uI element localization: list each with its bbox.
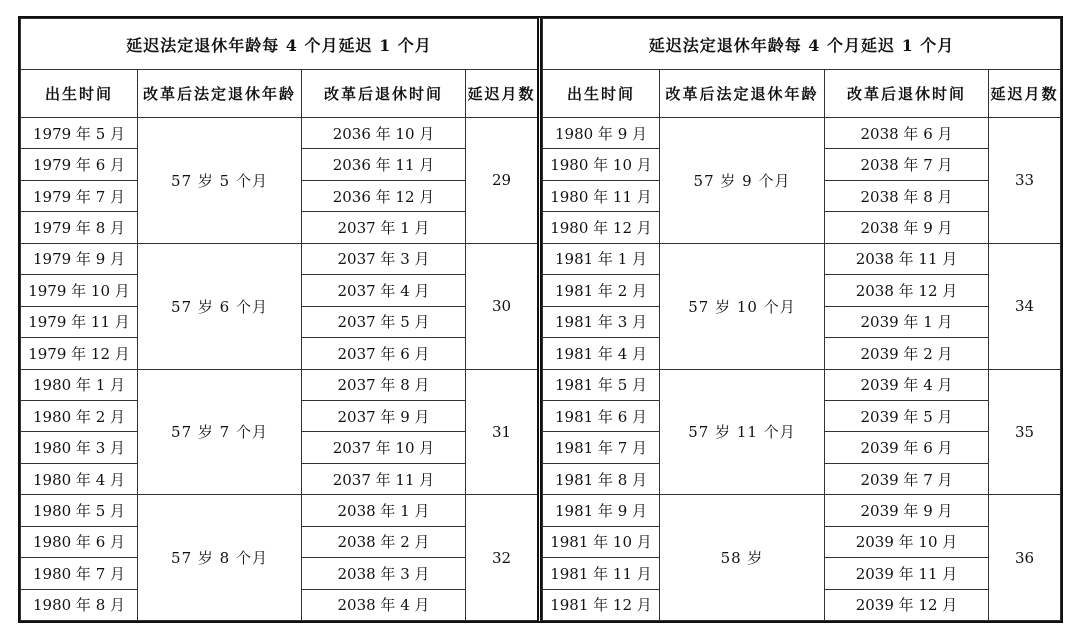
- retirement-time-cell: 2037 年 9 月: [302, 400, 466, 431]
- retirement-age-cell: 58 岁: [660, 495, 825, 621]
- retirement-time-cell: 2037 年 6 月: [302, 338, 466, 369]
- birth-time-cell: 1979 年 6 月: [21, 149, 138, 180]
- retirement-age-cell: 57 岁 10 个月: [660, 243, 825, 369]
- retirement-table-figure: [20, 18, 1060, 621]
- birth-time-cell: 1979 年 9 月: [21, 243, 138, 274]
- left-table: [20, 18, 538, 621]
- delay-months-cell: 35: [989, 369, 1061, 495]
- birth-time-cell: 1979 年 8 月: [21, 212, 138, 243]
- birth-time-cell: 1980 年 5 月: [21, 495, 138, 526]
- birth-time-cell: 1980 年 7 月: [21, 558, 138, 589]
- retirement-time-cell: 2038 年 9 月: [825, 212, 989, 243]
- retirement-time-cell: 2037 年 3 月: [302, 243, 466, 274]
- table-row: [543, 495, 1061, 526]
- left-table-panel: [20, 18, 537, 621]
- retirement-time-cell: 2039 年 10 月: [825, 526, 989, 557]
- delay-months-cell: 31: [466, 369, 538, 495]
- birth-time-cell: 1981 年 8 月: [543, 463, 660, 494]
- birth-time-cell: 1980 年 6 月: [21, 526, 138, 557]
- retirement-time-cell: 2037 年 10 月: [302, 432, 466, 463]
- birth-time-cell: 1981 年 6 月: [543, 400, 660, 431]
- birth-time-cell: 1979 年 11 月: [21, 306, 138, 337]
- birth-time-cell: 1980 年 11 月: [543, 180, 660, 211]
- retirement-time-cell: 2039 年 4 月: [825, 369, 989, 400]
- retirement-time-cell: 2039 年 2 月: [825, 338, 989, 369]
- table-row: [21, 369, 538, 400]
- table-row: [543, 118, 1061, 149]
- header-retirement-age: 改革后法定退休年龄: [138, 70, 302, 118]
- retirement-age-cell: 57 岁 9 个月: [660, 118, 825, 244]
- retirement-age-cell: 57 岁 6 个月: [138, 243, 302, 369]
- right-table-panel: [542, 18, 1060, 621]
- retirement-time-cell: 2038 年 11 月: [825, 243, 989, 274]
- retirement-age-cell: 57 岁 11 个月: [660, 369, 825, 495]
- delay-months-cell: 29: [466, 118, 538, 244]
- birth-time-cell: 1980 年 4 月: [21, 463, 138, 494]
- retirement-age-cell: 57 岁 7 个月: [138, 369, 302, 495]
- birth-time-cell: 1980 年 3 月: [21, 432, 138, 463]
- table-row: [21, 495, 538, 526]
- right-table-title: 延迟法定退休年龄每 4 个月延迟 1 个月: [543, 19, 1061, 70]
- retirement-time-cell: 2038 年 3 月: [302, 558, 466, 589]
- birth-time-cell: 1980 年 8 月: [21, 589, 138, 620]
- retirement-time-cell: 2038 年 4 月: [302, 589, 466, 620]
- birth-time-cell: 1981 年 10 月: [543, 526, 660, 557]
- retirement-time-cell: 2039 年 12 月: [825, 589, 989, 620]
- header-delay-months: 延迟月数: [989, 70, 1061, 118]
- birth-time-cell: 1979 年 10 月: [21, 275, 138, 306]
- retirement-time-cell: 2036 年 11 月: [302, 149, 466, 180]
- birth-time-cell: 1981 年 3 月: [543, 306, 660, 337]
- retirement-time-cell: 2036 年 10 月: [302, 118, 466, 149]
- header-retirement-time: 改革后退休时间: [302, 70, 466, 118]
- retirement-time-cell: 2037 年 5 月: [302, 306, 466, 337]
- retirement-time-cell: 2038 年 2 月: [302, 526, 466, 557]
- birth-time-cell: 1981 年 1 月: [543, 243, 660, 274]
- birth-time-cell: 1979 年 5 月: [21, 118, 138, 149]
- birth-time-cell: 1979 年 12 月: [21, 338, 138, 369]
- birth-time-cell: 1981 年 2 月: [543, 275, 660, 306]
- table-row: [543, 243, 1061, 274]
- birth-time-cell: 1980 年 2 月: [21, 400, 138, 431]
- retirement-time-cell: 2038 年 12 月: [825, 275, 989, 306]
- table-row: [543, 369, 1061, 400]
- retirement-time-cell: 2039 年 1 月: [825, 306, 989, 337]
- retirement-time-cell: 2038 年 8 月: [825, 180, 989, 211]
- left-table-title: 延迟法定退休年龄每 4 个月延迟 1 个月: [21, 19, 538, 70]
- birth-time-cell: 1981 年 9 月: [543, 495, 660, 526]
- birth-time-cell: 1980 年 9 月: [543, 118, 660, 149]
- retirement-time-cell: 2039 年 9 月: [825, 495, 989, 526]
- retirement-time-cell: 2039 年 7 月: [825, 463, 989, 494]
- birth-time-cell: 1981 年 12 月: [543, 589, 660, 620]
- retirement-time-cell: 2039 年 6 月: [825, 432, 989, 463]
- header-retirement-time: 改革后退休时间: [825, 70, 989, 118]
- birth-time-cell: 1981 年 7 月: [543, 432, 660, 463]
- birth-time-cell: 1979 年 7 月: [21, 180, 138, 211]
- retirement-time-cell: 2038 年 7 月: [825, 149, 989, 180]
- retirement-time-cell: 2037 年 1 月: [302, 212, 466, 243]
- delay-months-cell: 36: [989, 495, 1061, 621]
- right-table: [542, 18, 1061, 621]
- delay-months-cell: 34: [989, 243, 1061, 369]
- retirement-time-cell: 2038 年 1 月: [302, 495, 466, 526]
- retirement-time-cell: 2037 年 11 月: [302, 463, 466, 494]
- header-delay-months: 延迟月数: [466, 70, 538, 118]
- retirement-time-cell: 2036 年 12 月: [302, 180, 466, 211]
- retirement-time-cell: 2039 年 5 月: [825, 400, 989, 431]
- header-birth-time: 出生时间: [543, 70, 660, 118]
- retirement-time-cell: 2038 年 6 月: [825, 118, 989, 149]
- delay-months-cell: 33: [989, 118, 1061, 244]
- header-retirement-age: 改革后法定退休年龄: [660, 70, 825, 118]
- retirement-age-cell: 57 岁 8 个月: [138, 495, 302, 621]
- right-table-body: [543, 118, 1061, 621]
- table-row: [21, 243, 538, 274]
- table-row: [21, 118, 538, 149]
- retirement-time-cell: 2037 年 8 月: [302, 369, 466, 400]
- birth-time-cell: 1981 年 11 月: [543, 558, 660, 589]
- retirement-age-cell: 57 岁 5 个月: [138, 118, 302, 244]
- birth-time-cell: 1981 年 5 月: [543, 369, 660, 400]
- birth-time-cell: 1981 年 4 月: [543, 338, 660, 369]
- retirement-time-cell: 2037 年 4 月: [302, 275, 466, 306]
- delay-months-cell: 32: [466, 495, 538, 621]
- header-birth-time: 出生时间: [21, 70, 138, 118]
- left-table-body: [21, 118, 538, 621]
- delay-months-cell: 30: [466, 243, 538, 369]
- birth-time-cell: 1980 年 10 月: [543, 149, 660, 180]
- retirement-time-cell: 2039 年 11 月: [825, 558, 989, 589]
- birth-time-cell: 1980 年 1 月: [21, 369, 138, 400]
- birth-time-cell: 1980 年 12 月: [543, 212, 660, 243]
